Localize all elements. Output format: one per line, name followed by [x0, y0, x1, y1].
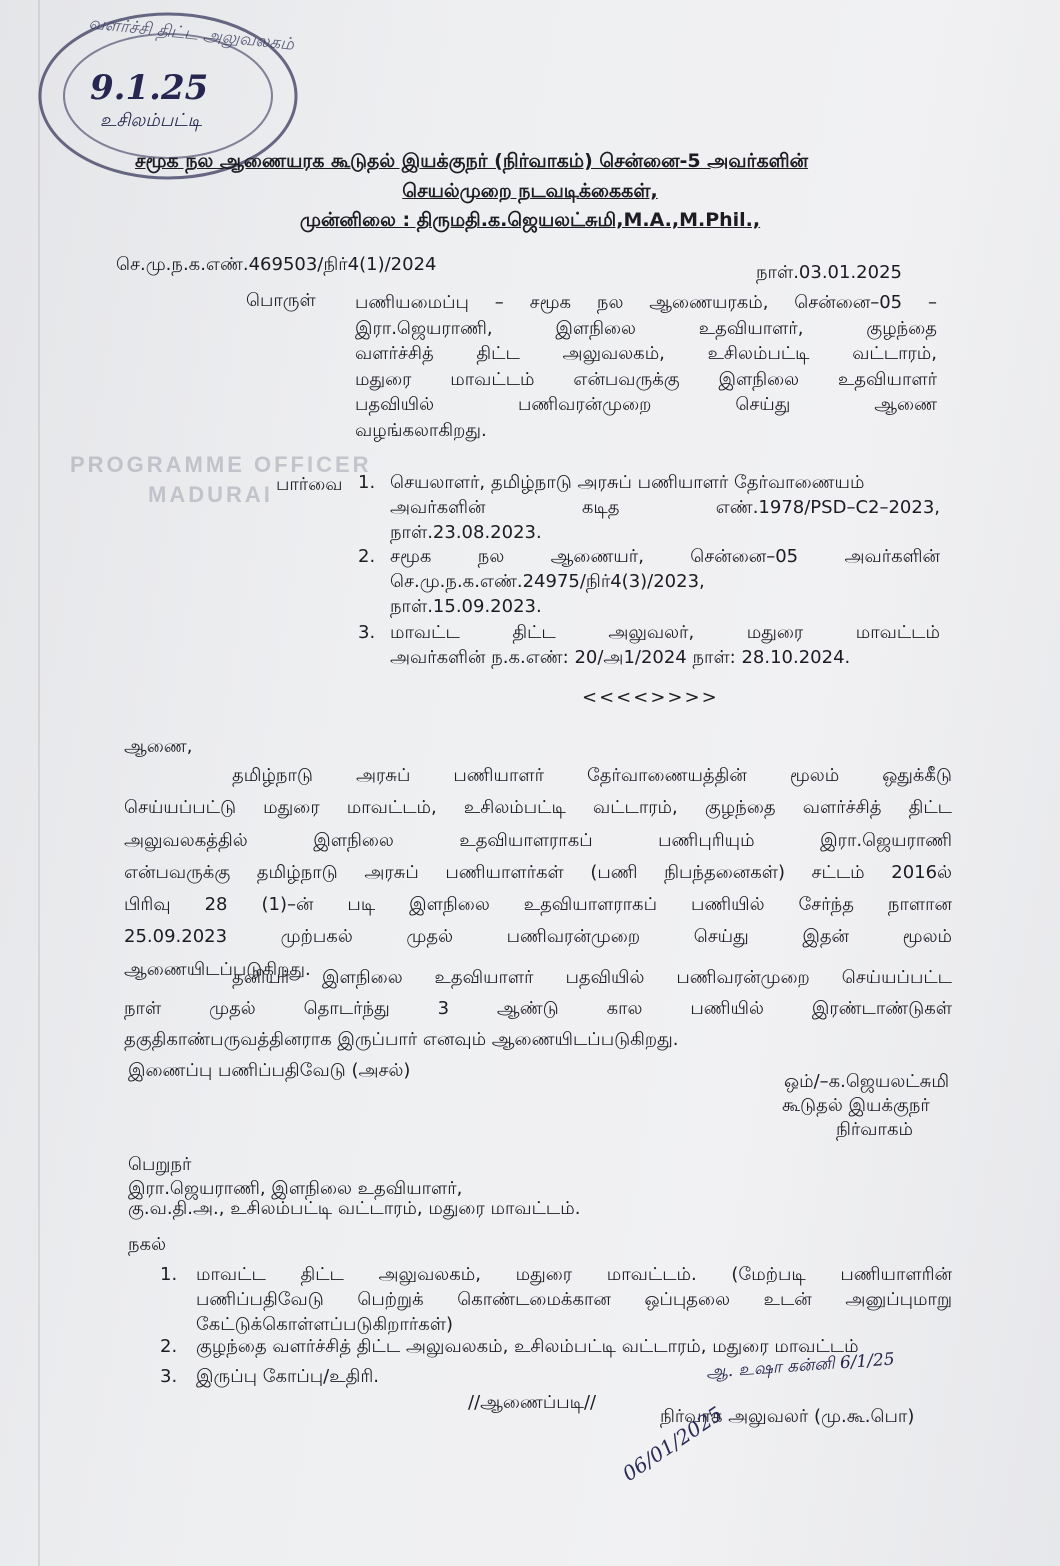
reference-number: செ.மு.ந.க.எண்.469503/நிர்4(1)/2024	[116, 254, 437, 275]
stamp-ring-text: வளர்ச்சி திட்ட அலுவலகம்	[87, 13, 295, 55]
order-line: என்பவருக்கு தமிழ்நாடு அரசுப் பணியாளர்கள் (பணி நிபந்தனைகள்) சட்டம் 2016ல்	[124, 861, 952, 883]
copy-number: 2.	[160, 1336, 178, 1357]
officer-designation: நிர்வாக அலுவலர் (மு.கூ.பொ)	[660, 1406, 915, 1427]
ref-line: சமூக நல ஆணையர், சென்னை–05 அவர்களின்	[390, 546, 940, 567]
signatory-designation: கூடுதல் இயக்குநர்	[782, 1095, 930, 1116]
ref-number: 2.	[358, 546, 376, 567]
copy-number: 3.	[160, 1366, 178, 1387]
ref-line: அவர்களின் கடித எண்.1978/PSD–C2–2023,	[390, 497, 940, 518]
ref-number: 1.	[358, 472, 376, 493]
stamp-date: 9.1.25	[90, 68, 209, 108]
header-line-1: சமூக நல ஆணையரக கூடுதல் இயக்குநர் (நிர்வாகம்) சென்னை-5 அவர்களின்	[135, 150, 809, 172]
ref-item-1	[358, 470, 940, 545]
ref-line: அவர்களின் ந.க.எண்: 20/அ1/2024 நாள்: 28.10.2024.	[390, 647, 851, 668]
handwritten-initials: ஆ. உஷா கன்னி 6/1/25	[705, 1349, 896, 1383]
copy-line: இருப்பு கோப்பு/உதிரி.	[196, 1366, 380, 1387]
signatory-name: ஒம்/–க.ஜெயலட்சுமி	[784, 1071, 950, 1092]
copy-line: குழந்தை வளர்ச்சித் திட்ட அலுவலகம், உசிலம்பட்டி வட்டாரம், மதுரை மாவட்டம்	[196, 1336, 859, 1357]
subject-line: வழங்கலாகிறது.	[355, 419, 487, 441]
copy-label: நகல்	[128, 1234, 167, 1255]
order-line: 25.09.2023 முற்பகல் முதல் பணிவரன்முறை செய்து இதன் மூலம்	[124, 926, 952, 948]
order-paragraph-1	[124, 760, 952, 986]
order-label: ஆணை,	[124, 736, 193, 757]
subject-line: பதவியில் பணிவரன்முறை செய்து ஆணை	[355, 394, 937, 415]
faded-stamp-line-2: MADURAI	[148, 482, 273, 507]
ref-line: நாள்.23.08.2023.	[390, 522, 542, 543]
handwritten-date: 06/01/2025	[618, 1401, 727, 1486]
order-line: பிரிவு 28 (1)–ன் படி இளநிலை உதவியாளராகப் பணியில் சேர்ந்த நாளான	[124, 894, 952, 916]
order-paragraph-2	[124, 962, 952, 1055]
ref-item-3	[358, 620, 940, 670]
enclosure-note: இணைப்பு பணிப்பதிவேடு (அசல்)	[128, 1060, 411, 1081]
reference-date: நாள்.03.01.2025	[756, 262, 902, 283]
subject-label: பொருள்	[246, 290, 316, 311]
by-order: //ஆணைப்படி//	[468, 1392, 597, 1413]
ref-line: செ.மு.ந.க.எண்.24975/நிர்4(3)/2023,	[390, 571, 705, 592]
subject-block	[355, 290, 937, 443]
ref-line: நாள்.15.09.2023.	[390, 596, 542, 617]
order-line: செய்யப்பட்டு மதுரை மாவட்டம், உசிலம்பட்டி வட்டாரம், குழந்தை வளர்ச்சித் திட்ட	[124, 797, 952, 819]
subject-line: மதுரை மாவட்டம் என்பவருக்கு இளநிலை உதவியாளர்	[355, 368, 937, 390]
copy-line: பணிப்பதிவேடு பெற்றுக் கொண்டமைக்கான ஒப்புதலை உடன் அனுப்புமாறு	[196, 1289, 952, 1310]
signatory-department: நிர்வாகம்	[836, 1119, 913, 1140]
subject-line: பணியமைப்பு – சமூக நல ஆணையரகம், சென்னை–05 –	[355, 292, 937, 313]
header-line-3: முன்னிலை : திருமதி.க.ஜெயலட்சுமி,M.A.,M.Phil.,	[299, 209, 761, 231]
signatory-block	[782, 1070, 982, 1142]
copy-number: 1.	[160, 1264, 178, 1285]
ref-line: மாவட்ட திட்ட அலுவலர், மதுரை மாவட்டம்	[390, 622, 940, 643]
recipient-label: பெறுநர்	[128, 1154, 192, 1175]
order-line: ஆணையிடப்படுகிறது.	[124, 958, 311, 980]
order-line: தனியர் இளநிலை உதவியாளர் பதவியில் பணிவரன்முறை செய்யப்பட்ட	[232, 967, 952, 988]
stamp-place: உசிலம்பட்டி	[100, 110, 202, 131]
order-line: தமிழ்நாடு அரசுப் பணியாளர் தேர்வாணையத்தின் மூலம் ஒதுக்கீடு	[232, 765, 952, 786]
copy-item-1	[160, 1262, 952, 1337]
page-fold-line	[38, 0, 40, 1566]
section-separator: <<<<>>>>	[582, 687, 719, 708]
ref-item-2	[358, 544, 940, 619]
header-line-2: செயல்முறை நடவடிக்கைகள்,	[402, 180, 658, 202]
recipient-line-1: இரா.ஜெயராணி, இளநிலை உதவியாளர்,	[128, 1178, 463, 1199]
refs-label: பார்வை	[276, 474, 343, 495]
order-line: நாள் முதல் தொடர்ந்து 3 ஆண்டு கால பணியில் இரண்டாண்டுகள்	[124, 998, 952, 1019]
ref-number: 3.	[358, 622, 376, 643]
faded-stamp-line-1: PROGRAMME OFFICER	[70, 452, 372, 477]
order-line: அலுவலகத்தில் இளநிலை உதவியாளராகப் பணிபுரியும் இரா.ஜெயராணி	[124, 829, 952, 851]
ref-line: செயலாளர், தமிழ்நாடு அரசுப் பணியாளர் தேர்வாணையம்	[390, 472, 865, 493]
recipient-line-2: கு.வ.தி.அ., உசிலம்பட்டி வட்டாரம், மதுரை மாவட்டம்.	[128, 1198, 581, 1219]
subject-line: இரா.ஜெயராணி, இளநிலை உதவியாளர், குழந்தை	[355, 317, 937, 339]
copy-line: மாவட்ட திட்ட அலுவலகம், மதுரை மாவட்டம். (மேற்படி பணியாளரின்	[196, 1264, 952, 1285]
copy-item-3	[160, 1364, 560, 1389]
copy-line: கேட்டுக்கொள்ளப்படுகிறார்கள்)	[196, 1314, 454, 1335]
order-line: தகுதிகாண்பருவத்தினராக இருப்பார் எனவும் ஆணையிடப்படுகிறது.	[124, 1029, 679, 1050]
subject-line: வளர்ச்சித் திட்ட அலுவலகம், உசிலம்பட்டி வட்டாரம்,	[355, 343, 937, 364]
